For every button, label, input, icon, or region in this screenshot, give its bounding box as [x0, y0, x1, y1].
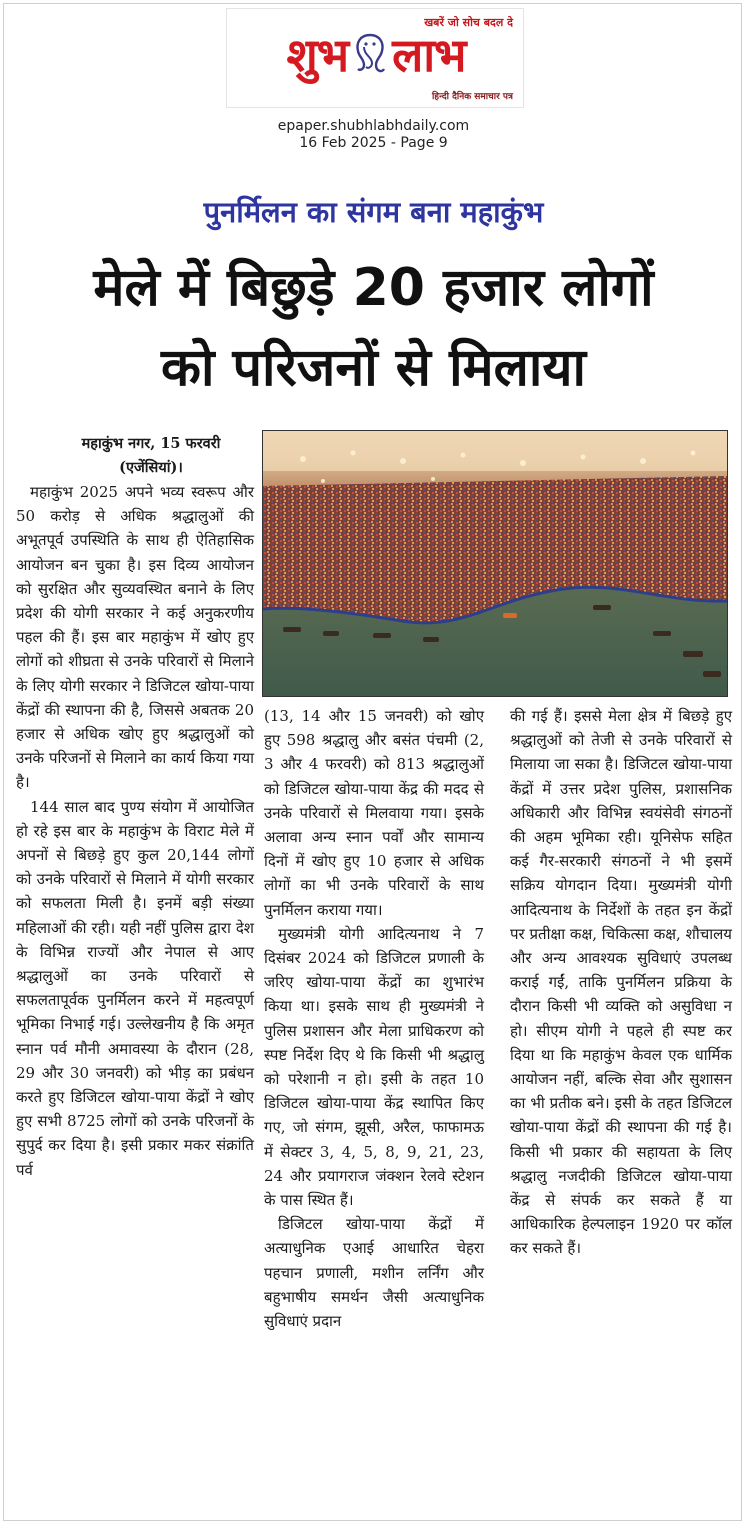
col3-paragraph-1: की गई हैं। इससे मेला क्षेत्र में बिछड़े हुए श्रद्धालुओं को तेजी से उनके परिवारों से मिलाया जा सका है। डिजिटल खोया-पाया केंद्रों में उत्तर प्रदेश पुलिस, प्रशासनिक अधिकारी और विभिन्न स्वयंसेवी संगठनों की अहम भूमिका रही। यूनिसेफ सहित कई गैर-सरकारी संगठनों ने भी इसमें सक्रिय योगदान दिया। मुख्यमंत्री योगी आदित्यनाथ के निर्देशों के तहत इन केंद्रों पर प्रतीक्षा कक्ष, चिकित्सा कक्ष, शौचालय और अन्य आवश्यक सुविधाएं उपलब्ध कराई गईं, ताकि पुनर्मिलन प्रक्रिया के दौरान किसी भी व्यक्ति को असुविधा न हो। सीएम योगी ने पहले ही स्पष्ट कर दिया था कि महाकुंभ केवल एक धार्मिक आयोजन नहीं, बल्कि सेवा और सुशासन का भी प्रतीक बने। इसी के तहत डिजिटल खोया-पाया केंद्रों की स्थापना की गई है। किसी भी प्रकार की सहायता के लिए श्रद्धालु नजदीकी डिजिटल खोया-पाया केंद्र से संपर्क कर सकते हैं या आधिकारिक हेल्पलाइन 1920 पर कॉल कर सकते हैं। [510, 707, 732, 1258]
article-column-2 [264, 704, 484, 1333]
article-kicker: पुनर्मिलन का संगम बना महाकुंभ [203, 195, 544, 229]
col2-paragraph-2: मुख्यमंत्री योगी आदित्यनाथ ने 7 दिसंबर 2024 को डिजिटल प्रणाली के जरिए खोया-पाया केंद्रों का शुभारंभ किया था। इसके साथ ही मुख्यमंत्री ने पुलिस प्रशासन और मेला प्राधिकरण को स्पष्ट निर्देश दिए थे कि किसी भी श्रद्धालु को परेशानी न हो। इसी के तहत 10 डिजिटल खोया-पाया केंद्र स्थापित किए गए, जो संगम, झूसी, अरैल, फाफामऊ में सेक्टर 3, 4, 5, 8, 9, 21, 23, 24 और प्रयागराज जंक्शन रेलवे स्टेशन के पास स्थित हैं। [264, 924, 484, 1210]
col2-paragraph-3: डिजिटल खोया-पाया केंद्रों में अत्याधुनिक एआई आधारित चेहरा पहचान प्रणाली, मशीन लर्निंग और बहुभाषीय समर्थन जैसी अत्याधुनिक सुविधाएं प्रदान [264, 1215, 484, 1331]
article-column-1 [16, 480, 254, 1182]
kumbh-crowd-photo [262, 430, 728, 697]
ganesh-icon [350, 31, 390, 87]
dateline-agency: (एजेंसियां)। [119, 459, 183, 476]
headline-line-2: को परिजनों से मिलाया [161, 338, 586, 398]
source-url[interactable]: epaper.shubhlabhdaily.com [277, 118, 470, 134]
newspaper-logo [233, 27, 519, 87]
logo-word-left: शुभ [286, 28, 349, 82]
logo-word-right: लाभ [392, 28, 466, 82]
col1-paragraph-2: 144 साल बाद पुण्य संयोग में आयोजित हो रहे इस बार के महाकुंभ के विराट मेले में अपनों से बिछड़े हुए कुल 20,144 लोगों को उनके परिवारों से मिलाने में योगी सरकार को सफलता मिली है। इनमें बड़ी संख्या महिलाओं की रही। यही नहीं पुलिस द्वारा देश के विभिन्न राज्यों और नेपाल से आए श्रद्धालुओं का उनके परिवारों से सफलतापूर्वक पुनर्मिलन करने में महत्वपूर्ण भूमिका निभाई गई। उल्लेखनीय है कि अमृत स्नान पर्व मौनी अमावस्या के दौरान (28, 29 और 30 जनवरी) को भीड़ का प्रबंधन करते हुए डिजिटल खोया-पाया केंद्रों ने खोए हुए सभी 8725 लोगों को उनके परिजनों के सुपुर्द कर दिया है। इसी प्रकार मकर संक्रांति पर्व [16, 797, 254, 1179]
article-headline [0, 248, 747, 408]
source-info [0, 118, 747, 152]
headline-line-1: मेले में बिछुड़े 20 हजार लोगों [93, 258, 654, 318]
masthead-tagline: खबरें जो सोच बदल दे [424, 16, 513, 29]
col2-paragraph-1: (13, 14 और 15 जनवरी) को खोए हुए 598 श्रद्धालु और बसंत पंचमी (2, 3 और 4 फरवरी) को 813 श्रद्धालुओं को डिजिटल खोया-पाया केंद्र की मदद से उनके परिवारों से मिलवाया गया। इसके अलावा अन्य स्नान पर्वों और सामान्य दिनों में खोए हुए 10 हजार से अधिक लोगों का भी उनके परिवारों के साथ पुनर्मिलन कराया गया। [264, 707, 484, 919]
source-date-page: 16 Feb 2025 - Page 9 [299, 135, 448, 151]
masthead [226, 8, 524, 108]
masthead-subtag: हिन्दी दैनिक समाचार पत्र [431, 92, 513, 102]
dateline-place-date: महाकुंभ नगर, 15 फरवरी [81, 435, 221, 452]
col1-paragraph-1: महाकुंभ 2025 अपने भव्य स्वरूप और 50 करोड़ से अधिक श्रद्धालुओं की अभूतपूर्व उपस्थिति के साथ ही ऐतिहासिक आयोजन बन चुका है। इस दिव्य आयोजन को सुरक्षित और सुव्यवस्थित बनाने के लिए प्रदेश की योगी सरकार ने कई अनुकरणीय पहल की हैं। इस बार महाकुंभ में खोए हुए लोगों को शीघ्रता से उनके परिवारों से मिलाने के लिए योगी सरकार ने डिजिटल खोया-पाया केंद्रों की स्थापना की है, जिससे अबतक 20 हजार से अधिक खोए हुए श्रद्धालुओं को उनके परिजनों से मिलाने का कार्य किया गया है। [16, 483, 254, 792]
dateline [40, 432, 262, 480]
article-column-3 [510, 704, 732, 1261]
